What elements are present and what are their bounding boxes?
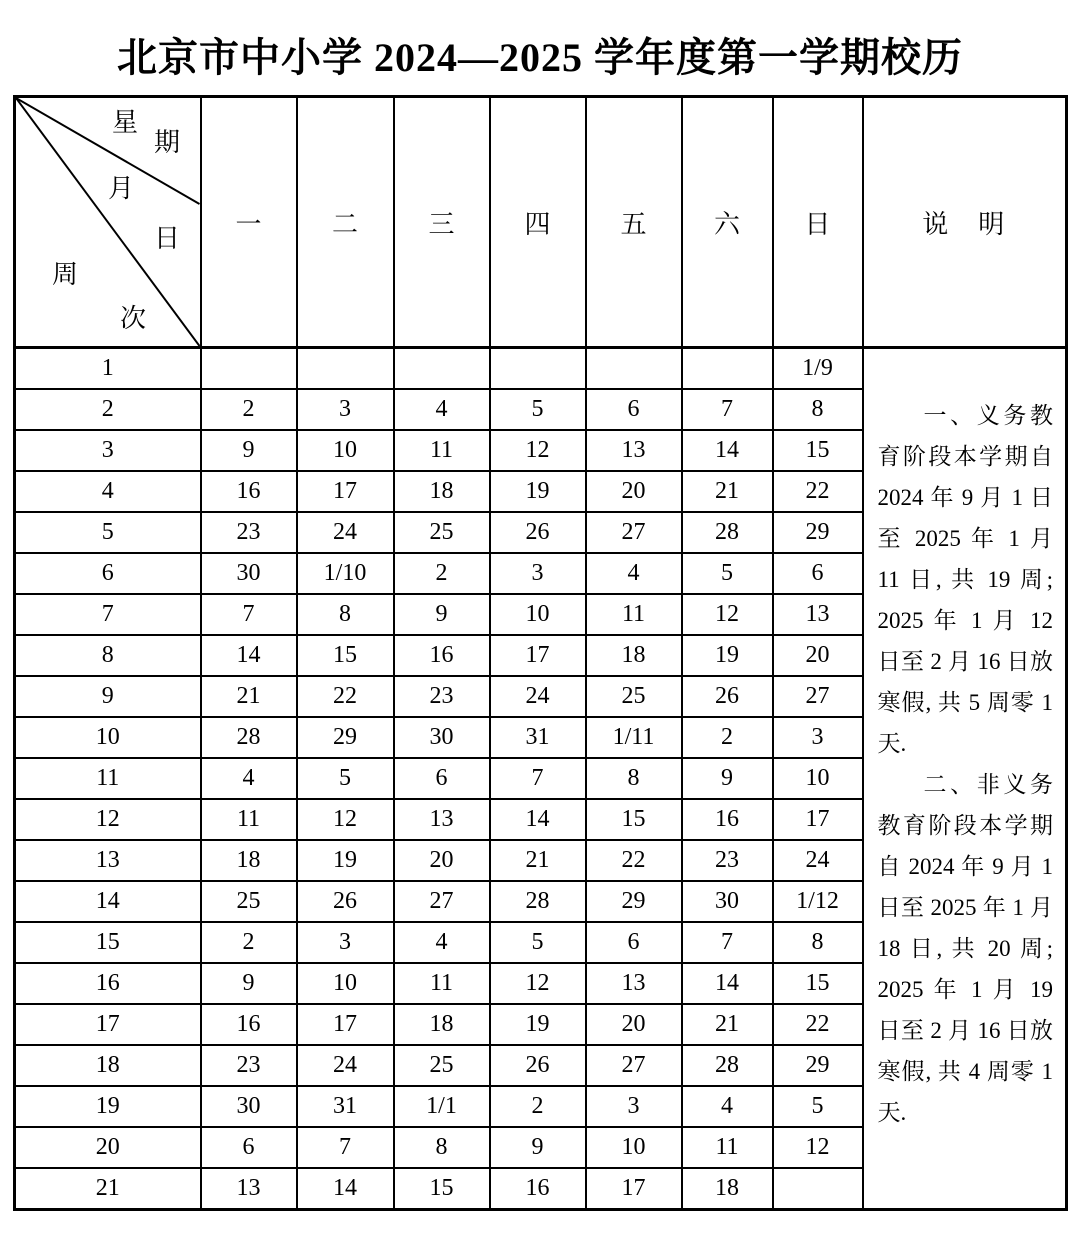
date-cell: 24	[773, 840, 863, 881]
date-cell: 4	[586, 553, 682, 594]
date-cell: 12	[773, 1127, 863, 1168]
date-cell: 4	[394, 389, 490, 430]
date-cell: 16	[201, 1004, 297, 1045]
date-cell: 15	[297, 635, 394, 676]
date-cell	[773, 1168, 863, 1210]
date-cell: 27	[586, 1045, 682, 1086]
date-cell: 7	[682, 922, 773, 963]
date-cell: 9	[394, 594, 490, 635]
week-number-cell: 19	[15, 1086, 201, 1127]
date-cell: 25	[394, 512, 490, 553]
date-cell: 1/11	[586, 717, 682, 758]
date-cell: 27	[586, 512, 682, 553]
date-cell: 15	[773, 430, 863, 471]
date-cell: 23	[394, 676, 490, 717]
date-cell: 6	[201, 1127, 297, 1168]
date-cell: 22	[773, 471, 863, 512]
date-cell: 23	[201, 1045, 297, 1086]
header-thursday: 四	[490, 97, 586, 348]
week-number-cell: 3	[15, 430, 201, 471]
date-cell: 22	[586, 840, 682, 881]
date-cell: 25	[201, 881, 297, 922]
corner-label-day: 日	[154, 224, 181, 253]
week-number-cell: 12	[15, 799, 201, 840]
week-number-cell: 11	[15, 758, 201, 799]
date-cell: 6	[773, 553, 863, 594]
date-cell: 11	[394, 430, 490, 471]
date-cell: 14	[490, 799, 586, 840]
date-cell: 6	[586, 922, 682, 963]
date-cell: 20	[586, 471, 682, 512]
week-number-cell: 18	[15, 1045, 201, 1086]
date-cell: 7	[297, 1127, 394, 1168]
date-cell: 17	[586, 1168, 682, 1210]
date-cell: 27	[394, 881, 490, 922]
date-cell: 11	[682, 1127, 773, 1168]
date-cell: 15	[394, 1168, 490, 1210]
date-cell: 14	[297, 1168, 394, 1210]
date-cell: 17	[297, 1004, 394, 1045]
date-cell: 19	[682, 635, 773, 676]
date-cell: 3	[773, 717, 863, 758]
date-cell: 26	[297, 881, 394, 922]
date-cell: 29	[773, 512, 863, 553]
date-cell: 21	[201, 676, 297, 717]
date-cell: 6	[586, 389, 682, 430]
date-cell: 27	[773, 676, 863, 717]
date-cell: 25	[394, 1045, 490, 1086]
table-row	[15, 348, 1067, 390]
date-cell: 12	[297, 799, 394, 840]
date-cell: 21	[682, 1004, 773, 1045]
date-cell: 19	[297, 840, 394, 881]
date-cell: 1/10	[297, 553, 394, 594]
week-number-cell: 20	[15, 1127, 201, 1168]
date-cell: 6	[394, 758, 490, 799]
date-cell: 28	[201, 717, 297, 758]
date-cell: 10	[490, 594, 586, 635]
date-cell: 4	[201, 758, 297, 799]
date-cell: 14	[682, 963, 773, 1004]
date-cell: 17	[490, 635, 586, 676]
week-number-cell: 15	[15, 922, 201, 963]
date-cell: 12	[490, 963, 586, 1004]
week-number-cell: 21	[15, 1168, 201, 1210]
date-cell: 20	[586, 1004, 682, 1045]
date-cell: 10	[297, 963, 394, 1004]
date-cell: 16	[394, 635, 490, 676]
header-row	[15, 97, 1067, 348]
date-cell: 7	[201, 594, 297, 635]
corner-label-weekno-2: 次	[120, 304, 147, 333]
date-cell: 18	[201, 840, 297, 881]
date-cell: 17	[773, 799, 863, 840]
date-cell: 4	[394, 922, 490, 963]
date-cell: 13	[586, 430, 682, 471]
date-cell: 9	[682, 758, 773, 799]
date-cell	[586, 348, 682, 390]
date-cell: 2	[394, 553, 490, 594]
date-cell	[394, 348, 490, 390]
week-number-cell: 10	[15, 717, 201, 758]
page-title: 北京市中小学 2024—2025 学年度第一学期校历	[117, 35, 963, 80]
date-cell: 20	[773, 635, 863, 676]
date-cell: 26	[490, 512, 586, 553]
header-friday: 五	[586, 97, 682, 348]
date-cell: 3	[297, 389, 394, 430]
week-number-cell: 14	[15, 881, 201, 922]
date-cell: 26	[490, 1045, 586, 1086]
corner-label-month: 月	[108, 174, 135, 203]
date-cell: 14	[682, 430, 773, 471]
date-cell: 13	[201, 1168, 297, 1210]
corner-label-weekday-2: 期	[154, 128, 181, 157]
date-cell: 8	[586, 758, 682, 799]
week-number-cell: 8	[15, 635, 201, 676]
date-cell: 22	[297, 676, 394, 717]
date-cell: 18	[394, 1004, 490, 1045]
corner-cell	[15, 97, 201, 348]
date-cell: 10	[773, 758, 863, 799]
date-cell: 2	[201, 389, 297, 430]
date-cell: 16	[490, 1168, 586, 1210]
header-saturday: 六	[682, 97, 773, 348]
week-number-cell: 17	[15, 1004, 201, 1045]
date-cell: 18	[394, 471, 490, 512]
date-cell: 30	[682, 881, 773, 922]
date-cell: 9	[490, 1127, 586, 1168]
week-number-cell: 9	[15, 676, 201, 717]
date-cell: 24	[490, 676, 586, 717]
date-cell: 18	[682, 1168, 773, 1210]
date-cell	[297, 348, 394, 390]
date-cell: 13	[586, 963, 682, 1004]
date-cell: 8	[773, 389, 863, 430]
date-cell: 31	[490, 717, 586, 758]
date-cell: 9	[201, 430, 297, 471]
week-number-cell: 7	[15, 594, 201, 635]
notes-paragraph: 二、非义务教育阶段本学期自 2024 年 9 月 1 日至 2025 年 1 月 18 日, 共 20 周; 2025 年 1 月 19 日至 2 月 16 日放寒假, 共 4 周零 1 天.	[877, 772, 1053, 1125]
date-cell: 10	[586, 1127, 682, 1168]
date-cell: 28	[490, 881, 586, 922]
date-cell: 29	[586, 881, 682, 922]
date-cell: 23	[682, 840, 773, 881]
week-number-cell: 16	[15, 963, 201, 1004]
week-number-cell: 13	[15, 840, 201, 881]
date-cell: 5	[490, 389, 586, 430]
date-cell: 3	[297, 922, 394, 963]
date-cell: 30	[201, 1086, 297, 1127]
date-cell: 2	[201, 922, 297, 963]
date-cell: 16	[682, 799, 773, 840]
date-cell: 12	[490, 430, 586, 471]
date-cell: 29	[773, 1045, 863, 1086]
date-cell: 30	[394, 717, 490, 758]
date-cell: 17	[297, 471, 394, 512]
date-cell: 20	[394, 840, 490, 881]
date-cell: 1/9	[773, 348, 863, 390]
date-cell: 8	[297, 594, 394, 635]
notes-paragraph: 一、义务教育阶段本学期自 2024 年 9 月 1 日至 2025 年 1 月 11 日, 共 19 周; 2025 年 1 月 12 日至 2 月 16 日放寒假, 共 5 周零 1 天.	[877, 403, 1053, 756]
date-cell: 22	[773, 1004, 863, 1045]
week-number-cell: 1	[15, 348, 201, 390]
date-cell: 7	[490, 758, 586, 799]
date-cell: 19	[490, 1004, 586, 1045]
date-cell: 12	[682, 594, 773, 635]
date-cell: 2	[490, 1086, 586, 1127]
date-cell: 8	[394, 1127, 490, 1168]
date-cell: 26	[682, 676, 773, 717]
date-cell: 5	[682, 553, 773, 594]
date-cell: 5	[773, 1086, 863, 1127]
week-number-cell: 4	[15, 471, 201, 512]
notes-cell	[863, 348, 1067, 1210]
date-cell: 23	[201, 512, 297, 553]
date-cell: 2	[682, 717, 773, 758]
date-cell: 9	[201, 963, 297, 1004]
date-cell	[490, 348, 586, 390]
header-wednesday: 三	[394, 97, 490, 348]
header-tuesday: 二	[297, 97, 394, 348]
date-cell: 15	[586, 799, 682, 840]
week-number-cell: 5	[15, 512, 201, 553]
date-cell: 24	[297, 512, 394, 553]
week-number-cell: 2	[15, 389, 201, 430]
calendar-header	[15, 97, 1067, 348]
date-cell: 3	[586, 1086, 682, 1127]
corner-label-weekday-1: 星	[112, 108, 139, 137]
date-cell: 13	[773, 594, 863, 635]
header-notes: 说 明	[863, 97, 1067, 348]
date-cell: 5	[490, 922, 586, 963]
date-cell: 31	[297, 1086, 394, 1127]
date-cell: 18	[586, 635, 682, 676]
date-cell: 10	[297, 430, 394, 471]
date-cell: 21	[682, 471, 773, 512]
date-cell: 14	[201, 635, 297, 676]
header-monday: 一	[201, 97, 297, 348]
calendar-table	[13, 95, 1068, 1211]
week-number-cell: 6	[15, 553, 201, 594]
date-cell: 16	[201, 471, 297, 512]
date-cell: 15	[773, 963, 863, 1004]
date-cell: 19	[490, 471, 586, 512]
calendar-table-body	[15, 348, 1067, 1210]
date-cell: 21	[490, 840, 586, 881]
date-cell: 28	[682, 1045, 773, 1086]
date-cell: 4	[682, 1086, 773, 1127]
date-cell: 24	[297, 1045, 394, 1086]
date-cell: 25	[586, 676, 682, 717]
date-cell: 30	[201, 553, 297, 594]
date-cell	[201, 348, 297, 390]
date-cell: 1/12	[773, 881, 863, 922]
corner-label-weekno-1: 周	[52, 260, 79, 289]
date-cell: 11	[394, 963, 490, 1004]
header-sunday: 日	[773, 97, 863, 348]
date-cell: 8	[773, 922, 863, 963]
date-cell	[682, 348, 773, 390]
date-cell: 28	[682, 512, 773, 553]
date-cell: 5	[297, 758, 394, 799]
date-cell: 11	[586, 594, 682, 635]
date-cell: 3	[490, 553, 586, 594]
date-cell: 13	[394, 799, 490, 840]
date-cell: 29	[297, 717, 394, 758]
date-cell: 11	[201, 799, 297, 840]
date-cell: 7	[682, 389, 773, 430]
date-cell: 1/1	[394, 1086, 490, 1127]
